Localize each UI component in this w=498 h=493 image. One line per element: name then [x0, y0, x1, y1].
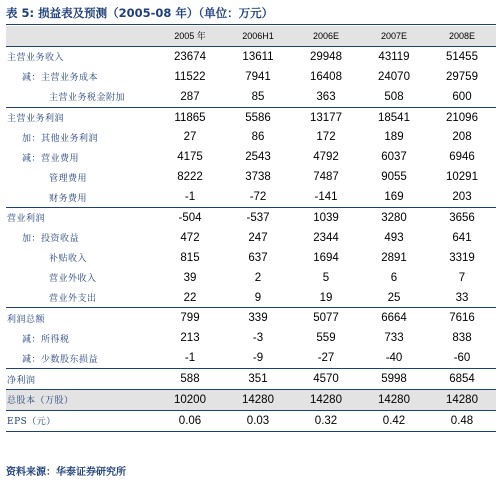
- value-cell: 0.48: [428, 410, 496, 431]
- row-label: 主营业务利润: [6, 107, 156, 127]
- income-statement-table: [6, 26, 496, 432]
- row-label: 利润总额: [6, 308, 156, 328]
- row-label: 财务费用: [49, 193, 88, 204]
- value-cell: 559: [316, 332, 336, 345]
- top-rule: [6, 24, 496, 25]
- value-cell: 10200: [156, 390, 224, 411]
- value-cell: 21096: [428, 107, 496, 127]
- row-label: 主营业务税金附加: [49, 93, 126, 104]
- value-cell: 3656: [428, 208, 496, 228]
- table-row: [6, 369, 496, 390]
- value-cell: 7: [458, 271, 466, 284]
- row-label: 营业外收入: [49, 274, 97, 285]
- table-row: [6, 167, 496, 187]
- value-cell: 1694: [313, 251, 339, 264]
- row-label: 加：投资收益: [22, 234, 80, 245]
- value-cell: -9: [252, 352, 264, 365]
- value-cell: 29948: [292, 46, 360, 66]
- header-cell: 2005 年: [156, 26, 224, 46]
- value-cell: 27: [183, 131, 197, 144]
- value-cell: 19: [319, 291, 333, 304]
- table-row: [6, 187, 496, 207]
- value-cell: -60: [453, 352, 471, 365]
- value-cell: -1: [184, 191, 196, 204]
- value-cell: 339: [224, 308, 292, 328]
- table-row: [6, 308, 496, 328]
- value-cell: -1: [184, 352, 196, 365]
- value-cell: 0.03: [224, 410, 292, 431]
- value-cell: -27: [317, 352, 335, 365]
- value-cell: 2543: [245, 151, 271, 164]
- value-cell: 472: [180, 231, 200, 244]
- value-cell: 0.06: [156, 410, 224, 431]
- value-cell: 14280: [224, 390, 292, 411]
- header-cell: 2006E: [292, 26, 360, 46]
- value-cell: 4175: [177, 151, 203, 164]
- row-label: 减：所得税: [22, 334, 70, 345]
- table-row: [6, 87, 496, 107]
- value-cell: 0.42: [360, 410, 428, 431]
- table-row: [6, 410, 496, 431]
- value-cell: 6946: [449, 151, 475, 164]
- value-cell: 213: [180, 332, 200, 345]
- value-cell: -141: [314, 191, 338, 204]
- value-cell: 14280: [428, 390, 496, 411]
- value-cell: 23674: [156, 46, 224, 66]
- value-cell: 5586: [224, 107, 292, 127]
- row-label: 营业外支出: [49, 294, 97, 305]
- value-cell: 39: [183, 271, 197, 284]
- value-cell: 1039: [292, 208, 360, 228]
- table-row: [6, 107, 496, 127]
- value-cell: 11522: [174, 70, 206, 83]
- value-cell: 13177: [292, 107, 360, 127]
- value-cell: 33: [455, 291, 469, 304]
- value-cell: 2891: [381, 251, 407, 264]
- value-cell: 6854: [428, 369, 496, 390]
- value-cell: 14280: [360, 390, 428, 411]
- value-cell: 29759: [446, 70, 478, 83]
- value-cell: 0.32: [292, 410, 360, 431]
- value-cell: 10291: [446, 171, 478, 184]
- row-label: 净利润: [6, 369, 156, 390]
- table-row: [6, 46, 496, 66]
- value-cell: 172: [316, 131, 336, 144]
- value-cell: 600: [452, 90, 472, 103]
- table-row: [6, 127, 496, 147]
- value-cell: 85: [251, 90, 265, 103]
- table-row: [6, 228, 496, 248]
- table-row: [6, 67, 496, 87]
- value-cell: 22: [183, 291, 197, 304]
- value-cell: 508: [384, 90, 404, 103]
- header-cell: [6, 26, 156, 46]
- value-cell: 493: [384, 231, 404, 244]
- row-label: 减：主营业务成本: [22, 73, 99, 84]
- value-cell: 3738: [245, 171, 271, 184]
- table-row: [6, 248, 496, 268]
- value-cell: 2: [254, 271, 262, 284]
- row-label: 总股本（万股）: [6, 390, 156, 411]
- table-title: 表 5: 损益表及预测（2005-08 年）（单位：万元）: [6, 6, 274, 20]
- table-row: [6, 288, 496, 308]
- table-row: [6, 348, 496, 368]
- value-cell: 9055: [381, 171, 407, 184]
- row-label: 减：少数股东损益: [22, 354, 99, 365]
- value-cell: 733: [384, 332, 404, 345]
- value-cell: -3: [252, 332, 264, 345]
- value-cell: 588: [156, 369, 224, 390]
- value-cell: 4570: [292, 369, 360, 390]
- value-cell: 11865: [156, 107, 224, 127]
- value-cell: 18541: [360, 107, 428, 127]
- row-label: 管理费用: [49, 173, 88, 184]
- table-row: [6, 208, 496, 228]
- value-cell: 6664: [360, 308, 428, 328]
- value-cell: -40: [385, 352, 403, 365]
- table-row: [6, 268, 496, 288]
- value-cell: 3280: [360, 208, 428, 228]
- value-cell: 7487: [313, 171, 339, 184]
- value-cell: 4792: [313, 151, 339, 164]
- value-cell: 25: [387, 291, 401, 304]
- value-cell: 14280: [292, 390, 360, 411]
- value-cell: 838: [452, 332, 472, 345]
- row-label: 营业利润: [6, 208, 156, 228]
- row-label: 减：营业费用: [22, 153, 80, 164]
- value-cell: 8222: [177, 171, 203, 184]
- header-cell: 2007E: [360, 26, 428, 46]
- row-label: 主营业务收入: [6, 46, 156, 66]
- value-cell: 5: [322, 271, 330, 284]
- value-cell: 637: [248, 251, 268, 264]
- value-cell: 7616: [428, 308, 496, 328]
- value-cell: 6037: [381, 151, 407, 164]
- value-cell: 287: [180, 90, 200, 103]
- value-cell: 189: [384, 131, 404, 144]
- value-cell: 51455: [428, 46, 496, 66]
- value-cell: -72: [249, 191, 267, 204]
- value-cell: 24070: [378, 70, 410, 83]
- value-cell: 641: [452, 231, 472, 244]
- value-cell: 2344: [313, 231, 339, 244]
- value-cell: 203: [452, 191, 472, 204]
- row-label: 补贴收入: [49, 254, 88, 265]
- header-row: [6, 26, 496, 46]
- value-cell: 9: [254, 291, 262, 304]
- value-cell: 6: [390, 271, 398, 284]
- value-cell: 13611: [224, 46, 292, 66]
- value-cell: 86: [251, 131, 265, 144]
- value-cell: 351: [224, 369, 292, 390]
- value-cell: 43119: [360, 46, 428, 66]
- table-row: [6, 328, 496, 348]
- value-cell: 3319: [449, 251, 475, 264]
- value-cell: 208: [452, 131, 472, 144]
- value-cell: 169: [384, 191, 404, 204]
- value-cell: 7941: [245, 70, 271, 83]
- row-label: EPS（元）: [6, 410, 156, 431]
- row-label: 加：其他业务利润: [22, 133, 99, 144]
- header-cell: 2008E: [428, 26, 496, 46]
- value-cell: 16408: [310, 70, 342, 83]
- value-cell: 5998: [360, 369, 428, 390]
- table-row: [6, 390, 496, 411]
- value-cell: 247: [248, 231, 268, 244]
- value-cell: 799: [156, 308, 224, 328]
- value-cell: 363: [316, 90, 336, 103]
- value-cell: 815: [180, 251, 200, 264]
- table-row: [6, 147, 496, 167]
- value-cell: 5077: [292, 308, 360, 328]
- source-note: 资料来源：华泰证券研究所: [6, 467, 126, 478]
- value-cell: -504: [156, 208, 224, 228]
- value-cell: -537: [224, 208, 292, 228]
- header-cell: 2006H1: [224, 26, 292, 46]
